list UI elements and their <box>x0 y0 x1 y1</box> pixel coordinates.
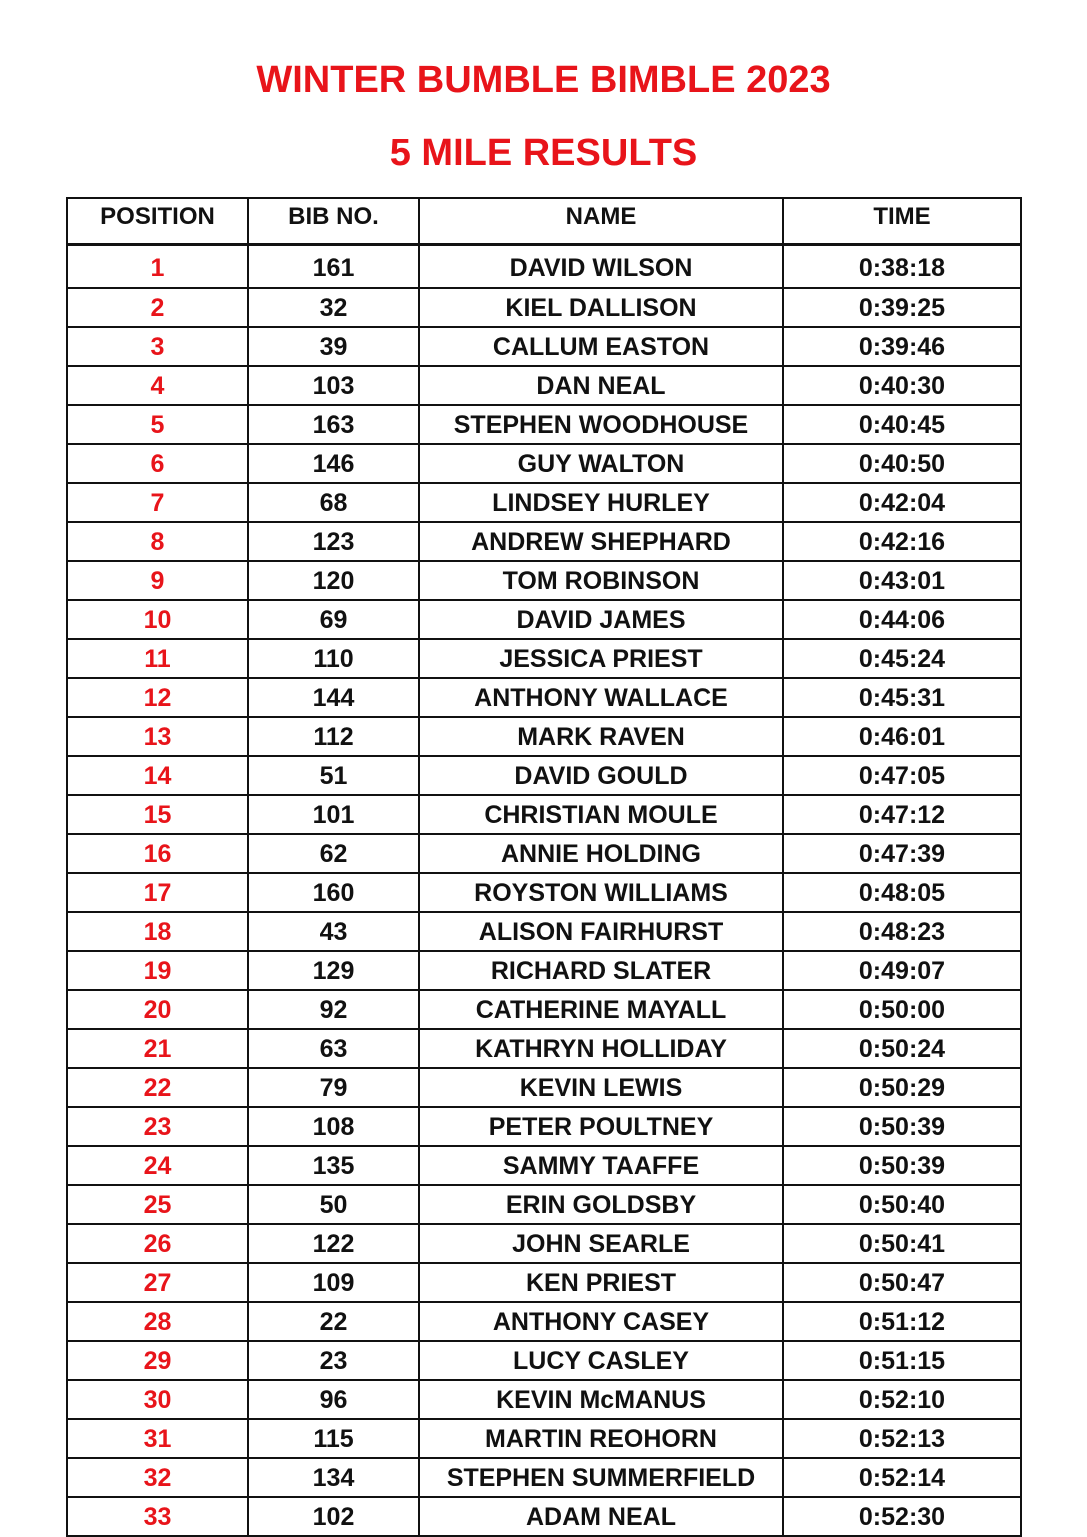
name-cell: DAVID JAMES <box>419 600 783 639</box>
bib-cell: 43 <box>248 912 419 951</box>
name-cell: KATHRYN HOLLIDAY <box>419 1029 783 1068</box>
bib-cell: 123 <box>248 522 419 561</box>
bib-cell: 39 <box>248 327 419 366</box>
name-cell: KEVIN McMANUS <box>419 1380 783 1419</box>
position-cell: 13 <box>67 717 248 756</box>
table-row <box>67 834 1021 873</box>
position-cell: 1 <box>67 244 248 288</box>
name-cell: ANTHONY WALLACE <box>419 678 783 717</box>
time-cell: 0:50:39 <box>783 1146 1021 1185</box>
position-cell: 2 <box>67 288 248 327</box>
position-cell: 19 <box>67 951 248 990</box>
name-cell: LINDSEY HURLEY <box>419 483 783 522</box>
name-cell: KEVIN LEWIS <box>419 1068 783 1107</box>
name-cell: CATHERINE MAYALL <box>419 990 783 1029</box>
position-cell: 15 <box>67 795 248 834</box>
name-cell: DAVID WILSON <box>419 244 783 288</box>
position-cell: 6 <box>67 444 248 483</box>
position-cell: 26 <box>67 1224 248 1263</box>
name-cell: PETER POULTNEY <box>419 1107 783 1146</box>
table-row <box>67 1107 1021 1146</box>
table-row <box>67 873 1021 912</box>
name-cell: DAN NEAL <box>419 366 783 405</box>
bib-cell: 51 <box>248 756 419 795</box>
time-cell: 0:39:46 <box>783 327 1021 366</box>
bib-cell: 103 <box>248 366 419 405</box>
time-cell: 0:45:24 <box>783 639 1021 678</box>
bib-cell: 144 <box>248 678 419 717</box>
bib-cell: 102 <box>248 1497 419 1536</box>
bib-cell: 22 <box>248 1302 419 1341</box>
name-cell: ANDREW SHEPHARD <box>419 522 783 561</box>
time-cell: 0:47:05 <box>783 756 1021 795</box>
table-row <box>67 990 1021 1029</box>
table-row <box>67 795 1021 834</box>
bib-cell: 146 <box>248 444 419 483</box>
position-cell: 11 <box>67 639 248 678</box>
bib-cell: 32 <box>248 288 419 327</box>
table-row <box>67 1497 1021 1536</box>
bib-cell: 68 <box>248 483 419 522</box>
bib-cell: 134 <box>248 1458 419 1497</box>
time-cell: 0:52:30 <box>783 1497 1021 1536</box>
name-cell: MARTIN REOHORN <box>419 1419 783 1458</box>
position-cell: 25 <box>67 1185 248 1224</box>
time-cell: 0:45:31 <box>783 678 1021 717</box>
name-cell: CHRISTIAN MOULE <box>419 795 783 834</box>
name-cell: GUY WALTON <box>419 444 783 483</box>
bib-cell: 115 <box>248 1419 419 1458</box>
results-table <box>66 197 1022 1537</box>
time-cell: 0:48:05 <box>783 873 1021 912</box>
name-cell: JESSICA PRIEST <box>419 639 783 678</box>
position-cell: 9 <box>67 561 248 600</box>
time-cell: 0:52:10 <box>783 1380 1021 1419</box>
name-cell: JOHN SEARLE <box>419 1224 783 1263</box>
time-cell: 0:44:06 <box>783 600 1021 639</box>
bib-cell: 108 <box>248 1107 419 1146</box>
table-row <box>67 561 1021 600</box>
name-cell: DAVID GOULD <box>419 756 783 795</box>
bib-cell: 69 <box>248 600 419 639</box>
table-row <box>67 327 1021 366</box>
position-cell: 31 <box>67 1419 248 1458</box>
table-row <box>67 600 1021 639</box>
name-cell: MARK RAVEN <box>419 717 783 756</box>
time-cell: 0:50:00 <box>783 990 1021 1029</box>
time-cell: 0:50:29 <box>783 1068 1021 1107</box>
table-row <box>67 1029 1021 1068</box>
name-cell: ALISON FAIRHURST <box>419 912 783 951</box>
table-row <box>67 1458 1021 1497</box>
table-row <box>67 912 1021 951</box>
bib-cell: 62 <box>248 834 419 873</box>
bib-cell: 109 <box>248 1263 419 1302</box>
position-cell: 21 <box>67 1029 248 1068</box>
table-row <box>67 717 1021 756</box>
page-subtitle: 5 MILE RESULTS <box>389 132 698 174</box>
name-cell: TOM ROBINSON <box>419 561 783 600</box>
table-row <box>67 444 1021 483</box>
bib-cell: 129 <box>248 951 419 990</box>
table-row <box>67 678 1021 717</box>
time-cell: 0:52:13 <box>783 1419 1021 1458</box>
position-cell: 12 <box>67 678 248 717</box>
position-cell: 18 <box>67 912 248 951</box>
position-cell: 23 <box>67 1107 248 1146</box>
time-cell: 0:40:30 <box>783 366 1021 405</box>
time-cell: 0:42:04 <box>783 483 1021 522</box>
bib-cell: 122 <box>248 1224 419 1263</box>
time-cell: 0:50:40 <box>783 1185 1021 1224</box>
bib-cell: 120 <box>248 561 419 600</box>
name-cell: STEPHEN SUMMERFIELD <box>419 1458 783 1497</box>
time-cell: 0:50:24 <box>783 1029 1021 1068</box>
column-header-time: TIME <box>783 198 1021 244</box>
position-cell: 17 <box>67 873 248 912</box>
name-cell: KIEL DALLISON <box>419 288 783 327</box>
table-row <box>67 366 1021 405</box>
bib-cell: 23 <box>248 1341 419 1380</box>
bib-cell: 79 <box>248 1068 419 1107</box>
name-cell: ANNIE HOLDING <box>419 834 783 873</box>
table-row <box>67 1419 1021 1458</box>
position-cell: 14 <box>67 756 248 795</box>
name-cell: ERIN GOLDSBY <box>419 1185 783 1224</box>
table-row <box>67 951 1021 990</box>
column-header-bib: BIB NO. <box>248 198 419 244</box>
time-cell: 0:51:15 <box>783 1341 1021 1380</box>
name-cell: ADAM NEAL <box>419 1497 783 1536</box>
name-cell: CALLUM EASTON <box>419 327 783 366</box>
name-cell: KEN PRIEST <box>419 1263 783 1302</box>
time-cell: 0:42:16 <box>783 522 1021 561</box>
bib-cell: 163 <box>248 405 419 444</box>
position-cell: 33 <box>67 1497 248 1536</box>
name-cell: RICHARD SLATER <box>419 951 783 990</box>
table-row <box>67 1341 1021 1380</box>
time-cell: 0:49:07 <box>783 951 1021 990</box>
name-cell: SAMMY TAAFFE <box>419 1146 783 1185</box>
results-body <box>67 244 1021 1536</box>
bib-cell: 110 <box>248 639 419 678</box>
table-row <box>67 1224 1021 1263</box>
table-row <box>67 1263 1021 1302</box>
table-row <box>67 639 1021 678</box>
position-cell: 32 <box>67 1458 248 1497</box>
position-cell: 4 <box>67 366 248 405</box>
position-cell: 28 <box>67 1302 248 1341</box>
position-cell: 3 <box>67 327 248 366</box>
time-cell: 0:38:18 <box>783 244 1021 288</box>
table-row <box>67 1146 1021 1185</box>
name-cell: ANTHONY CASEY <box>419 1302 783 1341</box>
table-row <box>67 405 1021 444</box>
position-cell: 20 <box>67 990 248 1029</box>
column-header-position: POSITION <box>67 198 248 244</box>
time-cell: 0:39:25 <box>783 288 1021 327</box>
time-cell: 0:50:41 <box>783 1224 1021 1263</box>
table-row <box>67 244 1021 288</box>
time-cell: 0:47:39 <box>783 834 1021 873</box>
page-title: WINTER BUMBLE BIMBLE 2023 <box>256 59 831 101</box>
name-cell: LUCY CASLEY <box>419 1341 783 1380</box>
time-cell: 0:40:45 <box>783 405 1021 444</box>
bib-cell: 96 <box>248 1380 419 1419</box>
bib-cell: 112 <box>248 717 419 756</box>
time-cell: 0:46:01 <box>783 717 1021 756</box>
position-cell: 7 <box>67 483 248 522</box>
position-cell: 10 <box>67 600 248 639</box>
time-cell: 0:52:14 <box>783 1458 1021 1497</box>
table-row <box>67 483 1021 522</box>
time-cell: 0:50:47 <box>783 1263 1021 1302</box>
bib-cell: 63 <box>248 1029 419 1068</box>
position-cell: 24 <box>67 1146 248 1185</box>
time-cell: 0:51:12 <box>783 1302 1021 1341</box>
position-cell: 5 <box>67 405 248 444</box>
table-row <box>67 1185 1021 1224</box>
bib-cell: 92 <box>248 990 419 1029</box>
table-row <box>67 756 1021 795</box>
time-cell: 0:48:23 <box>783 912 1021 951</box>
bib-cell: 101 <box>248 795 419 834</box>
table-header-row <box>67 198 1021 244</box>
time-cell: 0:40:50 <box>783 444 1021 483</box>
position-cell: 29 <box>67 1341 248 1380</box>
time-cell: 0:47:12 <box>783 795 1021 834</box>
table-row <box>67 1380 1021 1419</box>
time-cell: 0:43:01 <box>783 561 1021 600</box>
bib-cell: 161 <box>248 244 419 288</box>
column-header-name: NAME <box>419 198 783 244</box>
bib-cell: 135 <box>248 1146 419 1185</box>
name-cell: ROYSTON WILLIAMS <box>419 873 783 912</box>
position-cell: 8 <box>67 522 248 561</box>
bib-cell: 160 <box>248 873 419 912</box>
position-cell: 30 <box>67 1380 248 1419</box>
table-row <box>67 522 1021 561</box>
position-cell: 27 <box>67 1263 248 1302</box>
position-cell: 16 <box>67 834 248 873</box>
time-cell: 0:50:39 <box>783 1107 1021 1146</box>
name-cell: STEPHEN WOODHOUSE <box>419 405 783 444</box>
table-row <box>67 1302 1021 1341</box>
table-row <box>67 288 1021 327</box>
table-row <box>67 1068 1021 1107</box>
bib-cell: 50 <box>248 1185 419 1224</box>
position-cell: 22 <box>67 1068 248 1107</box>
